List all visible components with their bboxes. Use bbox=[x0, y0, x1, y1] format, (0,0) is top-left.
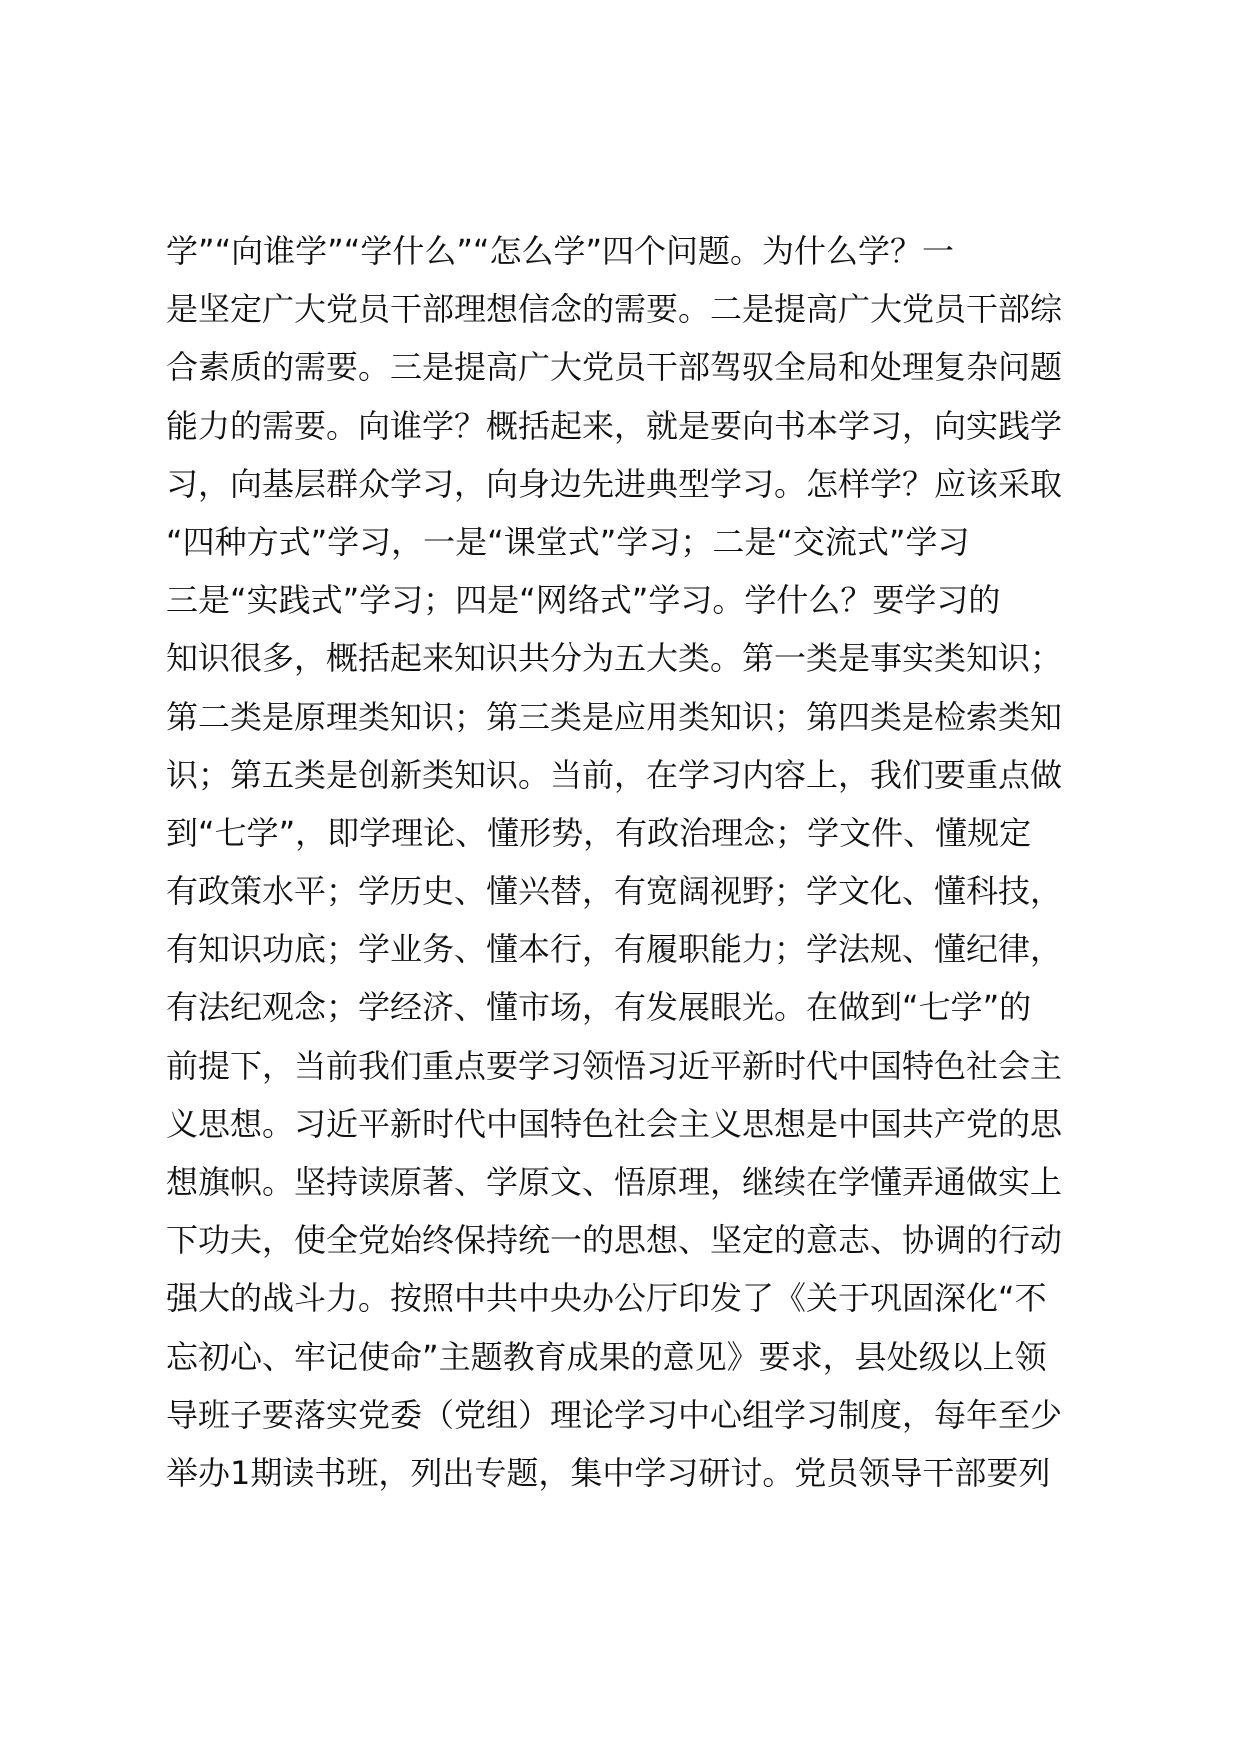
text-line: 习，向基层群众学习，向身边先进典型学习。怎样学？应该采取 bbox=[166, 464, 1063, 503]
text-line: 三是“实践式”学习；四是“网络式”学习。学什么？要学习的 bbox=[166, 581, 1001, 620]
text-line: “四种方式”学习，一是“课堂式”学习；二是“交流式”学习 bbox=[166, 522, 970, 561]
text-line: 导班子要落实党委（党组）理论学习中心组学习制度，每年至少 bbox=[166, 1395, 1063, 1434]
text-line: 第二类是原理类知识；第三类是应用类知识；第四类是检索类知 bbox=[166, 697, 1063, 736]
text-line: 义思想。习近平新时代中国特色社会主义思想是中国共产党的思 bbox=[166, 1104, 1063, 1143]
text-line: 合素质的需要。三是提高广大党员干部驾驭全局和处理复杂问题 bbox=[166, 348, 1063, 387]
text-line: 下功夫，使全党始终保持统一的思想、坚定的意志、协调的行动 bbox=[166, 1221, 1063, 1260]
text-line: 有知识功底；学业务、懂本行，有履职能力；学法规、懂纪律， bbox=[166, 930, 1063, 969]
text-line: 想旗帜。坚持读原著、学原文、悟原理，继续在学懂弄通做实上 bbox=[166, 1163, 1063, 1201]
text-line: 前提下，当前我们重点要学习领悟习近平新时代中国特色社会主 bbox=[166, 1046, 1063, 1085]
text-line: 是坚定广大党员干部理想信念的需要。二是提高广大党员干部综 bbox=[166, 290, 1063, 329]
text-line: 学”“向谁学”“学什么”“怎么学”四个问题。为什么学？一 bbox=[166, 232, 955, 270]
text-line: 有政策水平；学历史、懂兴替，有宽阔视野；学文化、懂科技， bbox=[166, 872, 1063, 911]
text-line: 强大的战斗力。按照中共中央办公厅印发了《关于巩固深化“不 bbox=[166, 1279, 1047, 1318]
text-line: 能力的需要。向谁学？概括起来，就是要向书本学习，向实践学 bbox=[166, 406, 1063, 445]
text-line: 识；第五类是创新类知识。当前，在学习内容上，我们要重点做 bbox=[166, 755, 1063, 794]
text-line: 到“七学”，即学理论、懂形势，有政治理念；学文件、懂规定 bbox=[166, 813, 1032, 852]
text-line: 忘初心、牢记使命”主题教育成果的意见》要求，县处级以上领 bbox=[166, 1337, 1047, 1376]
text-line: 有法纪观念；学经济、懂市场，有发展眼光。在做到“七学”的 bbox=[166, 988, 1032, 1027]
text-line: 举办1期读书班，列出专题，集中学习研讨。党员领导干部要列 bbox=[166, 1453, 1051, 1492]
text-line: 知识很多，概括起来知识共分为五大类。第一类是事实类知识； bbox=[166, 639, 1063, 678]
body-text bbox=[166, 222, 1116, 1502]
